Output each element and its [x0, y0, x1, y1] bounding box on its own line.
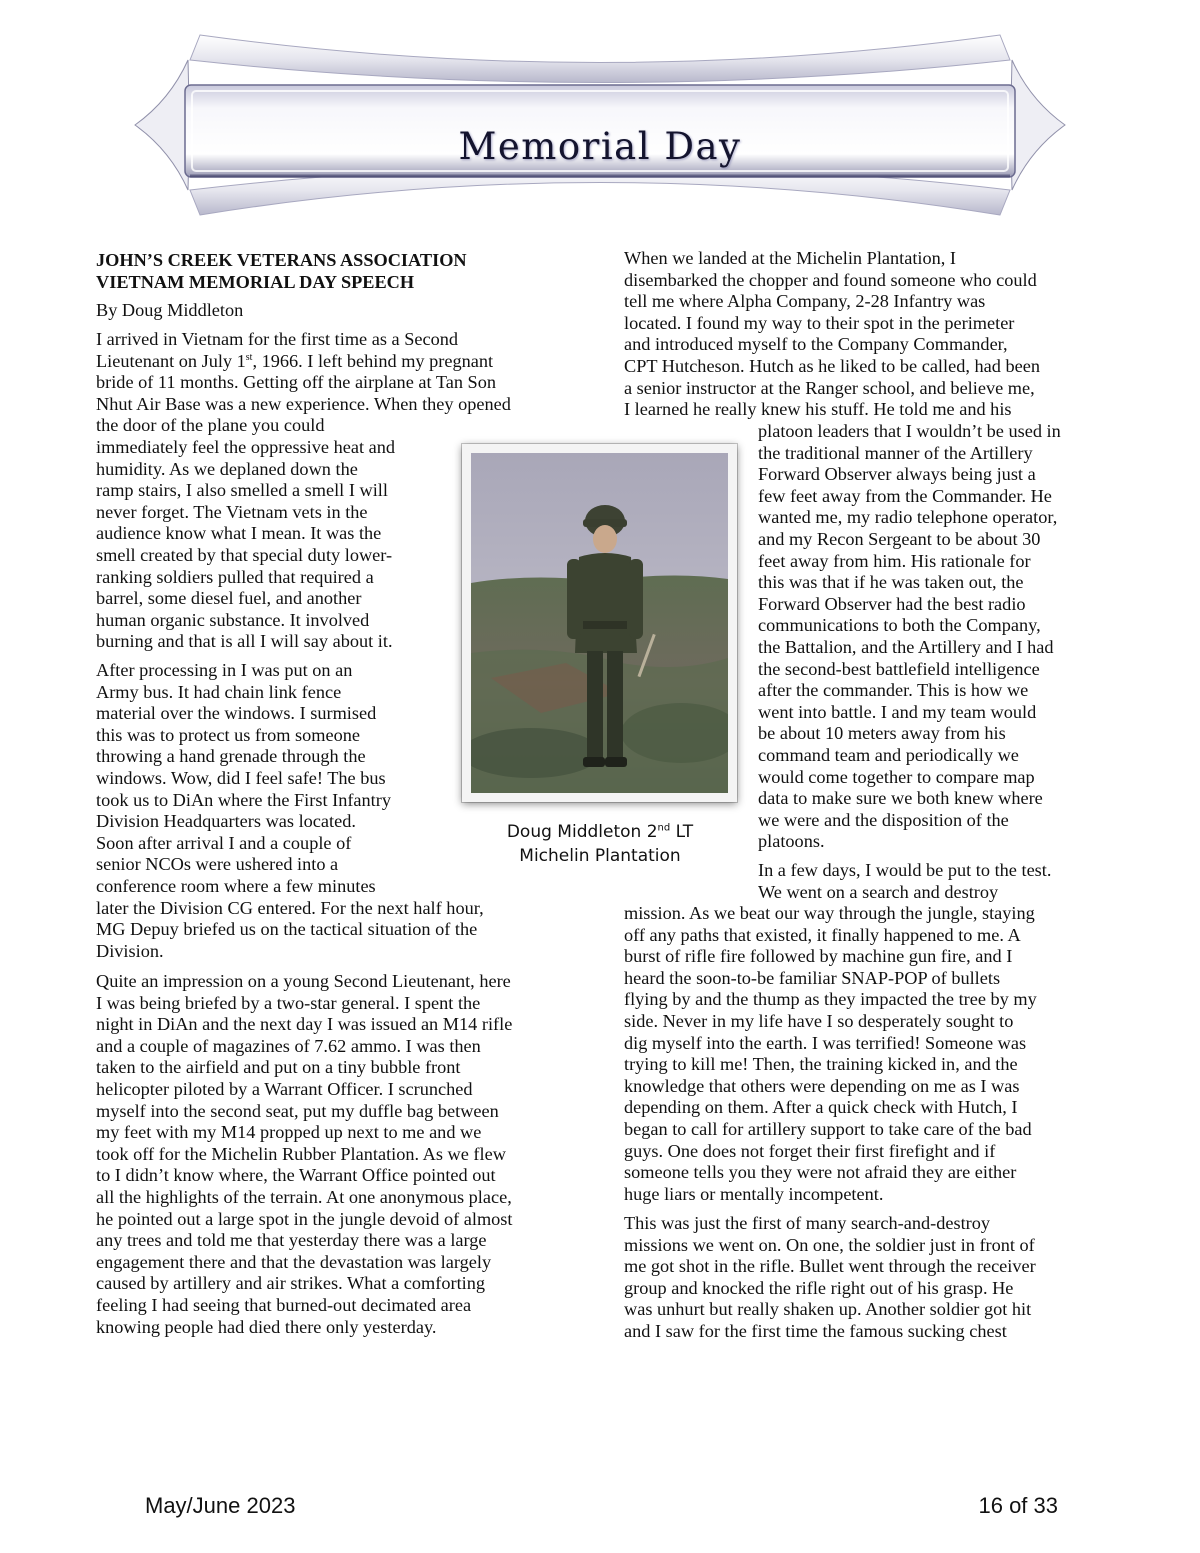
text-line: material over the windows. I surmised: [96, 703, 377, 724]
text-line: later the Division CG entered. For the next half hour,: [96, 897, 484, 918]
text-line: barrel, some diesel fuel, and another: [96, 588, 362, 609]
text-line: CPT Hutcheson. Hutch as he liked to be called, had been: [624, 355, 1040, 376]
text-line: heard the soon-to-be familiar SNAP-POP of bullets: [624, 967, 1001, 988]
text-line: to I didn’t know where, the Warrant Office pointed out: [96, 1165, 496, 1186]
text-line: MG Depuy briefed us on the tactical situation of the: [96, 919, 478, 940]
text-line: caused by artillery and air strikes. What a comforting: [96, 1273, 486, 1294]
text-line: this was that if he was taken out, the: [758, 572, 1024, 593]
text-line: helicopter piloted by a Warrant Officer. I scrunched: [96, 1078, 473, 1099]
text-line: Lieutenant on July 1st, 1966. I left behind my pregnant: [96, 350, 494, 371]
text-line: and my Recon Sergeant to be about 30: [758, 528, 1041, 549]
heading-line: VIETNAM MEMORIAL DAY SPEECH: [96, 271, 415, 292]
text-line: someone tells you they were not afraid they are either: [624, 1162, 1017, 1183]
text-line: feet away from him. His rationale for: [758, 550, 1031, 571]
text-line: the Battalion, and the Artillery and I had: [758, 636, 1054, 657]
text-line: went into battle. I and my team would: [758, 701, 1037, 722]
text-line: communications to both the Company,: [758, 615, 1041, 636]
caption-line: Michelin Plantation: [519, 846, 681, 866]
text-line: senior NCOs were ushered into a: [96, 854, 339, 875]
banner-title: Memorial Day: [458, 125, 742, 168]
photo-caption: [470, 820, 730, 868]
footer-date: May/June 2023: [145, 1493, 296, 1518]
text-line: he pointed out a large spot in the jungle devoid of almost: [96, 1208, 513, 1229]
right-paragraph-2: [624, 903, 1037, 1205]
text-line: I learned he really knew his stuff. He told me and his: [624, 399, 1012, 420]
footer-page-number: 16 of 33: [978, 1493, 1058, 1518]
left-paragraph-1: [96, 329, 511, 653]
text-line: taken to the airfield and put on a tiny bubble front: [96, 1057, 461, 1078]
text-line: conference room where a few minutes: [96, 875, 376, 896]
text-line: never forget. The Vietnam vets in the: [96, 501, 368, 522]
heading-line: JOHN’S CREEK VETERANS ASSOCIATION: [96, 250, 467, 270]
text-line: knowing people had died there only yesterday.: [96, 1316, 437, 1337]
text-line: I arrived in Vietnam for the first time as a Second: [96, 329, 459, 349]
article-heading: [96, 250, 467, 293]
text-line: data to make sure we both knew where: [758, 788, 1043, 809]
text-line: huge liars or mentally incompetent.: [624, 1183, 884, 1204]
text-line: bride of 11 months. Getting off the airplane at Tan Son: [96, 372, 496, 393]
right-paragraph-1-wrap: [758, 421, 1061, 853]
text-line: Division.: [96, 940, 164, 961]
text-line: depending on them. After a quick check with Hutch, I: [624, 1097, 1018, 1118]
text-line: Nhut Air Base was a new experience. When they opened: [96, 393, 511, 414]
text-line: Soon after arrival I and a couple of: [96, 832, 352, 853]
text-line: Forward Observer always being just a: [758, 464, 1036, 485]
right-paragraph-1: [624, 248, 1040, 421]
text-line: myself into the second seat, put my duffle bag between: [96, 1100, 499, 1121]
text-line: tell me where Alpha Company, 2-28 Infantry was: [624, 291, 986, 312]
text-line: side. Never in my life have I so desperately sought to: [624, 1010, 1014, 1031]
text-line: Division Headquarters was located.: [96, 811, 356, 832]
text-line: would come together to compare map: [758, 766, 1035, 787]
text-line: guys. One does not forget their first firefight and if: [624, 1140, 996, 1161]
text-line: began to call for artillery support to take care of the bad: [624, 1118, 1032, 1139]
text-line: me got shot in the rifle. Bullet went through the receiver: [624, 1256, 1036, 1277]
byline: [96, 300, 243, 322]
text-line: audience know what I mean. It was the: [96, 523, 382, 544]
text-line: windows. Wow, did I feel safe! The bus: [96, 767, 386, 788]
left-paragraph-3: [96, 971, 513, 1338]
text-line: ramp stairs, I also smelled a smell I will: [96, 480, 388, 501]
text-line: In a few days, I would be put to the test.: [758, 860, 1052, 880]
text-line: After processing in I was put on an: [96, 660, 353, 680]
text-line: and a couple of magazines of 7.62 ammo. I was then: [96, 1035, 481, 1056]
text-line: after the commander. This is how we: [758, 680, 1029, 701]
text-line: ranking soldiers pulled that required a: [96, 566, 374, 587]
right-paragraph-3: [624, 1213, 1036, 1343]
text-line: immediately feel the oppressive heat and: [96, 436, 395, 457]
text-line: disembarked the chopper and found someone who could: [624, 269, 1037, 290]
left-paragraph-2: [96, 660, 484, 962]
text-line: night in DiAn and the next day I was issued an M14 rifle: [96, 1014, 513, 1035]
text-line: be about 10 meters away from his: [758, 723, 1006, 744]
text-line: my feet with my M14 propped up next to me and we: [96, 1122, 482, 1143]
right-paragraph-2-wrap: [758, 860, 1051, 903]
text-line: burst of rifle fire followed by machine gun fire, and I: [624, 946, 1013, 967]
text-line: the traditional manner of the Artillery: [758, 442, 1033, 463]
text-line: dig myself into the earth. I was terrified! Someone was: [624, 1032, 1027, 1053]
text-line: off any paths that existed, it finally happened to me. A: [624, 924, 1021, 945]
text-line: any trees and told me that yesterday there was a large: [96, 1230, 487, 1251]
text-line: took off for the Michelin Rubber Plantation. As we flew: [96, 1143, 506, 1164]
text-line: the second-best battlefield intelligence: [758, 658, 1040, 679]
text-line: command team and periodically we: [758, 744, 1019, 765]
text-line: feeling I had seeing that burned-out decimated area: [96, 1294, 472, 1315]
text-line: platoon leaders that I wouldn’t be used in: [758, 421, 1061, 441]
text-line: burning and that is all I will say about it.: [96, 631, 393, 652]
text-line: this was to protect us from someone: [96, 724, 361, 745]
page-banner: [130, 30, 1070, 220]
text-line: human organic substance. It involved: [96, 609, 370, 630]
text-line: we were and the disposition of the: [758, 809, 1009, 830]
text-line: This was just the first of many search-and-destroy: [624, 1213, 991, 1233]
text-line: Forward Observer had the best radio: [758, 593, 1026, 614]
text-line: missions we went on. On one, the soldier just in front of: [624, 1234, 1035, 1255]
text-line: We went on a search and destroy: [758, 881, 999, 902]
soldier-photo-image: [471, 453, 728, 793]
text-line: platoons.: [758, 831, 825, 852]
text-line: knowledge that others were depending on me as I was: [624, 1075, 1020, 1096]
text-line: When we landed at the Michelin Plantation, I: [624, 248, 957, 268]
text-line: wanted me, my radio telephone operator,: [758, 507, 1058, 528]
caption-line: Doug Middleton 2nd LT: [506, 822, 694, 842]
byline-text: By Doug Middleton: [96, 300, 244, 320]
text-line: and introduced myself to the Company Commander,: [624, 334, 1008, 355]
text-line: Army bus. It had chain link fence: [96, 681, 342, 702]
text-line: smell created by that special duty lower-: [96, 544, 393, 565]
text-line: engagement there and that the devastation was largely: [96, 1251, 492, 1272]
text-line: and I saw for the first time the famous sucking chest: [624, 1320, 1007, 1341]
text-line: Quite an impression on a young Second Lieutenant, here: [96, 971, 511, 991]
text-line: humidity. As we deplaned down the: [96, 458, 358, 479]
soldier-photo: [462, 444, 737, 802]
text-line: throwing a hand grenade through the: [96, 746, 366, 767]
text-line: trying to kill me! Then, the training kicked in, and the: [624, 1054, 1018, 1075]
text-line: the door of the plane you could: [96, 415, 325, 436]
text-line: all the highlights of the terrain. At one anonymous place,: [96, 1186, 512, 1207]
text-line: I was being briefed by a two-star general. I spent the: [96, 992, 481, 1013]
text-line: mission. As we beat our way through the jungle, staying: [624, 903, 1035, 923]
text-line: took us to DiAn where the First Infantry: [96, 789, 391, 810]
text-line: located. I found my way to their spot in the perimeter: [624, 312, 1015, 333]
text-line: group and knocked the rifle right out of his grasp. He: [624, 1277, 1014, 1298]
text-line: was unhurt but really shaken up. Another soldier got hit: [624, 1299, 1032, 1320]
text-line: a senior instructor at the Ranger school, and believe me,: [624, 377, 1035, 398]
text-line: few feet away from the Commander. He: [758, 485, 1052, 506]
text-line: flying by and the thump as they impacted the tree by my: [624, 989, 1037, 1010]
